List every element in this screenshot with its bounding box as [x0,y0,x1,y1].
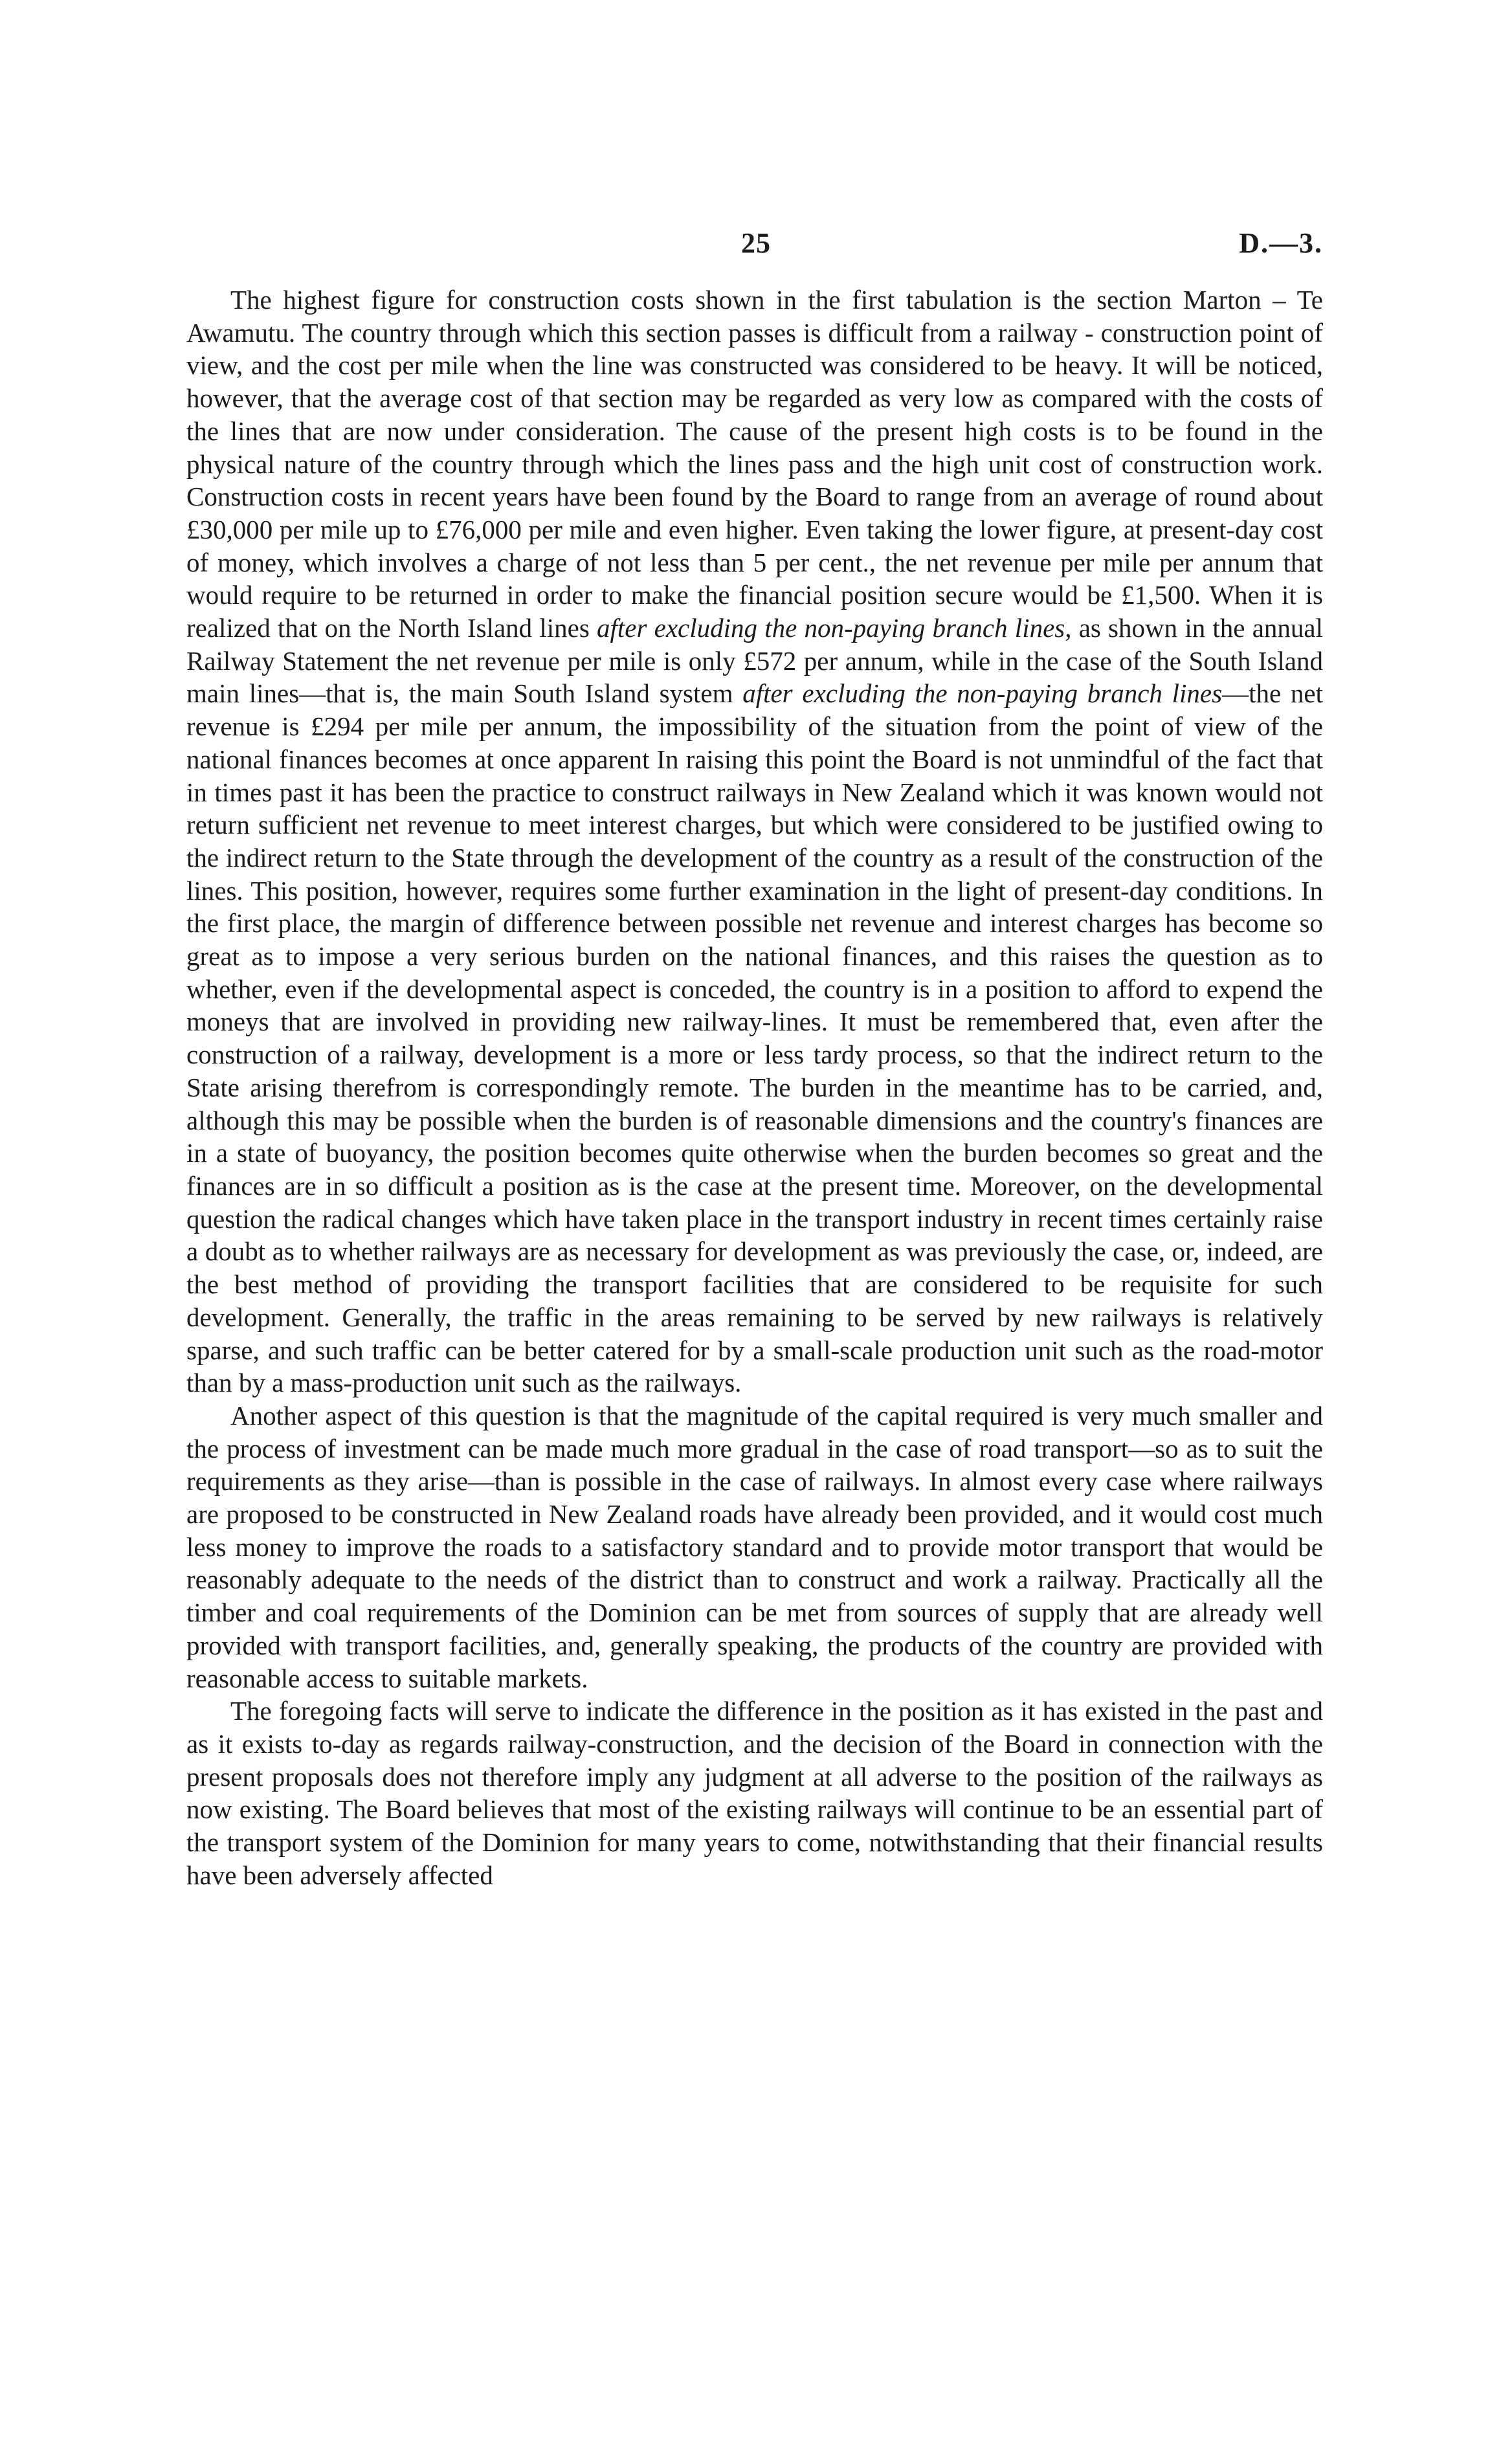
paragraph [186,1399,1323,1695]
text-run: The foregoing facts will serve to indicate the difference in the position as it has existed in the past and as it exists to-day as regards railway-construction, and the decision of the Board in connection with the present proposals does not therefore imply any judgment at all adverse to the position of the railways as now existing. The Board believes that most of the existing railways will continue to be an essential part of the transport system of the Dominion for many years to come, notwithstanding that their financial results have been adversely affected [186,1696,1323,1890]
text-run: Another aspect of this question is that the magnitude of the capital required is very much smaller and the process of investment can be made much more gradual in the case of road transport—so as to suit the requirements as they arise—than is possible in the case of railways. In almost every case where railways are proposed to be constructed in New Zealand roads have already been provided, and it would cost much less money to improve the roads to a satisfactory standard and to provide motor transport that would be reasonably adequate to the needs of the district than to construct and work a railway. Practically all the timber and coal requirements of the Dominion can be met from sources of supply that are already well provided with transport facilities, and, generally speaking, the products of the country are provided with reasonable access to suitable markets. [186,1400,1323,1693]
text-run: The highest figure for construction costs shown in the first tabulation is the section Marton – Te Awamutu. The country through which this section passes is difficult from a railway - construction point of view, and the cost per mile when the line was constructed was considered to be heavy. It will be noticed, however, that the average cost of that section may be regarded as very low as compared with the costs of the lines that are now under consideration. The cause of the present high costs is to be found in the physical nature of the country through which the lines pass and the high unit cost of construction work. Construction costs in recent years have been found by the Board to range from an average of round about £30,000 per mile up to £76,000 per mile and even higher. Even taking the lower figure, at present-day cost of money, which involves a charge of not less than 5 per cent., the net revenue per mile per annum that would require to be returned in order to make the financial position secure would be £1,500. When it is realized that on the North Island lines [186,285,1323,643]
paragraph [186,1695,1323,1891]
paragraph [186,284,1323,1399]
italic-text-run: after excluding the non-paying branch lines [742,678,1223,709]
text-run: , as shown in the annual Railway Statement the net revenue per mile is only £572 per annum, while in the case of the South Island main lines—that is, the main South Island system [186,613,1323,709]
body-text [186,284,1323,1891]
italic-text-run: after excluding the non-paying branch lines [597,613,1065,643]
page-number: 25 [741,227,771,259]
document-reference: D.—3. [1239,227,1323,259]
text-run: —the net revenue is £294 per mile per annum, the impossibility of the situation from the point of view of the national finances becomes at once apparent In raising this point the Board is not unmindful of the fact that in times past it has been the practice to construct railways in New Zealand which it was known would not return sufficient net revenue to meet interest charges, but which were considered to be justified owing to the indirect return to the State through the development of the country as a result of the construction of the lines. This position, however, requires some further examination in the light of present-day conditions. In the first place, the margin of difference between possible net revenue and interest charges has become so great as to impose a very serious burden on the national finances, and this raises the question as to whether, even if the developmental aspect is conceded, the country is in a position to afford to expend the moneys that are involved in providing new railway-lines. It must be remembered that, even after the construction of a railway, development is a more or less tardy process, so that the indirect return to the State arising therefrom is correspondingly remote. The burden in the meantime has to be carried, and, although this may be possible when the burden is of reasonable dimensions and the country's finances are in a state of buoyancy, the position becomes quite otherwise when the burden becomes so great and the finances are in so difficult a position as is the case at the present time. Moreover, on the developmental question the radical changes which have taken place in the transport industry in recent times certainly raise a doubt as to whether railways are as necessary for development as was previously the case, or, indeed, are the best method of providing the transport facilities that are considered to be requisite for such development. Generally, the traffic in the areas remaining to be served by new railways is relatively sparse, and such traffic can be better catered for by a small-scale production unit such as the road-motor than by a mass-production unit such as the railways. [186,678,1324,1398]
